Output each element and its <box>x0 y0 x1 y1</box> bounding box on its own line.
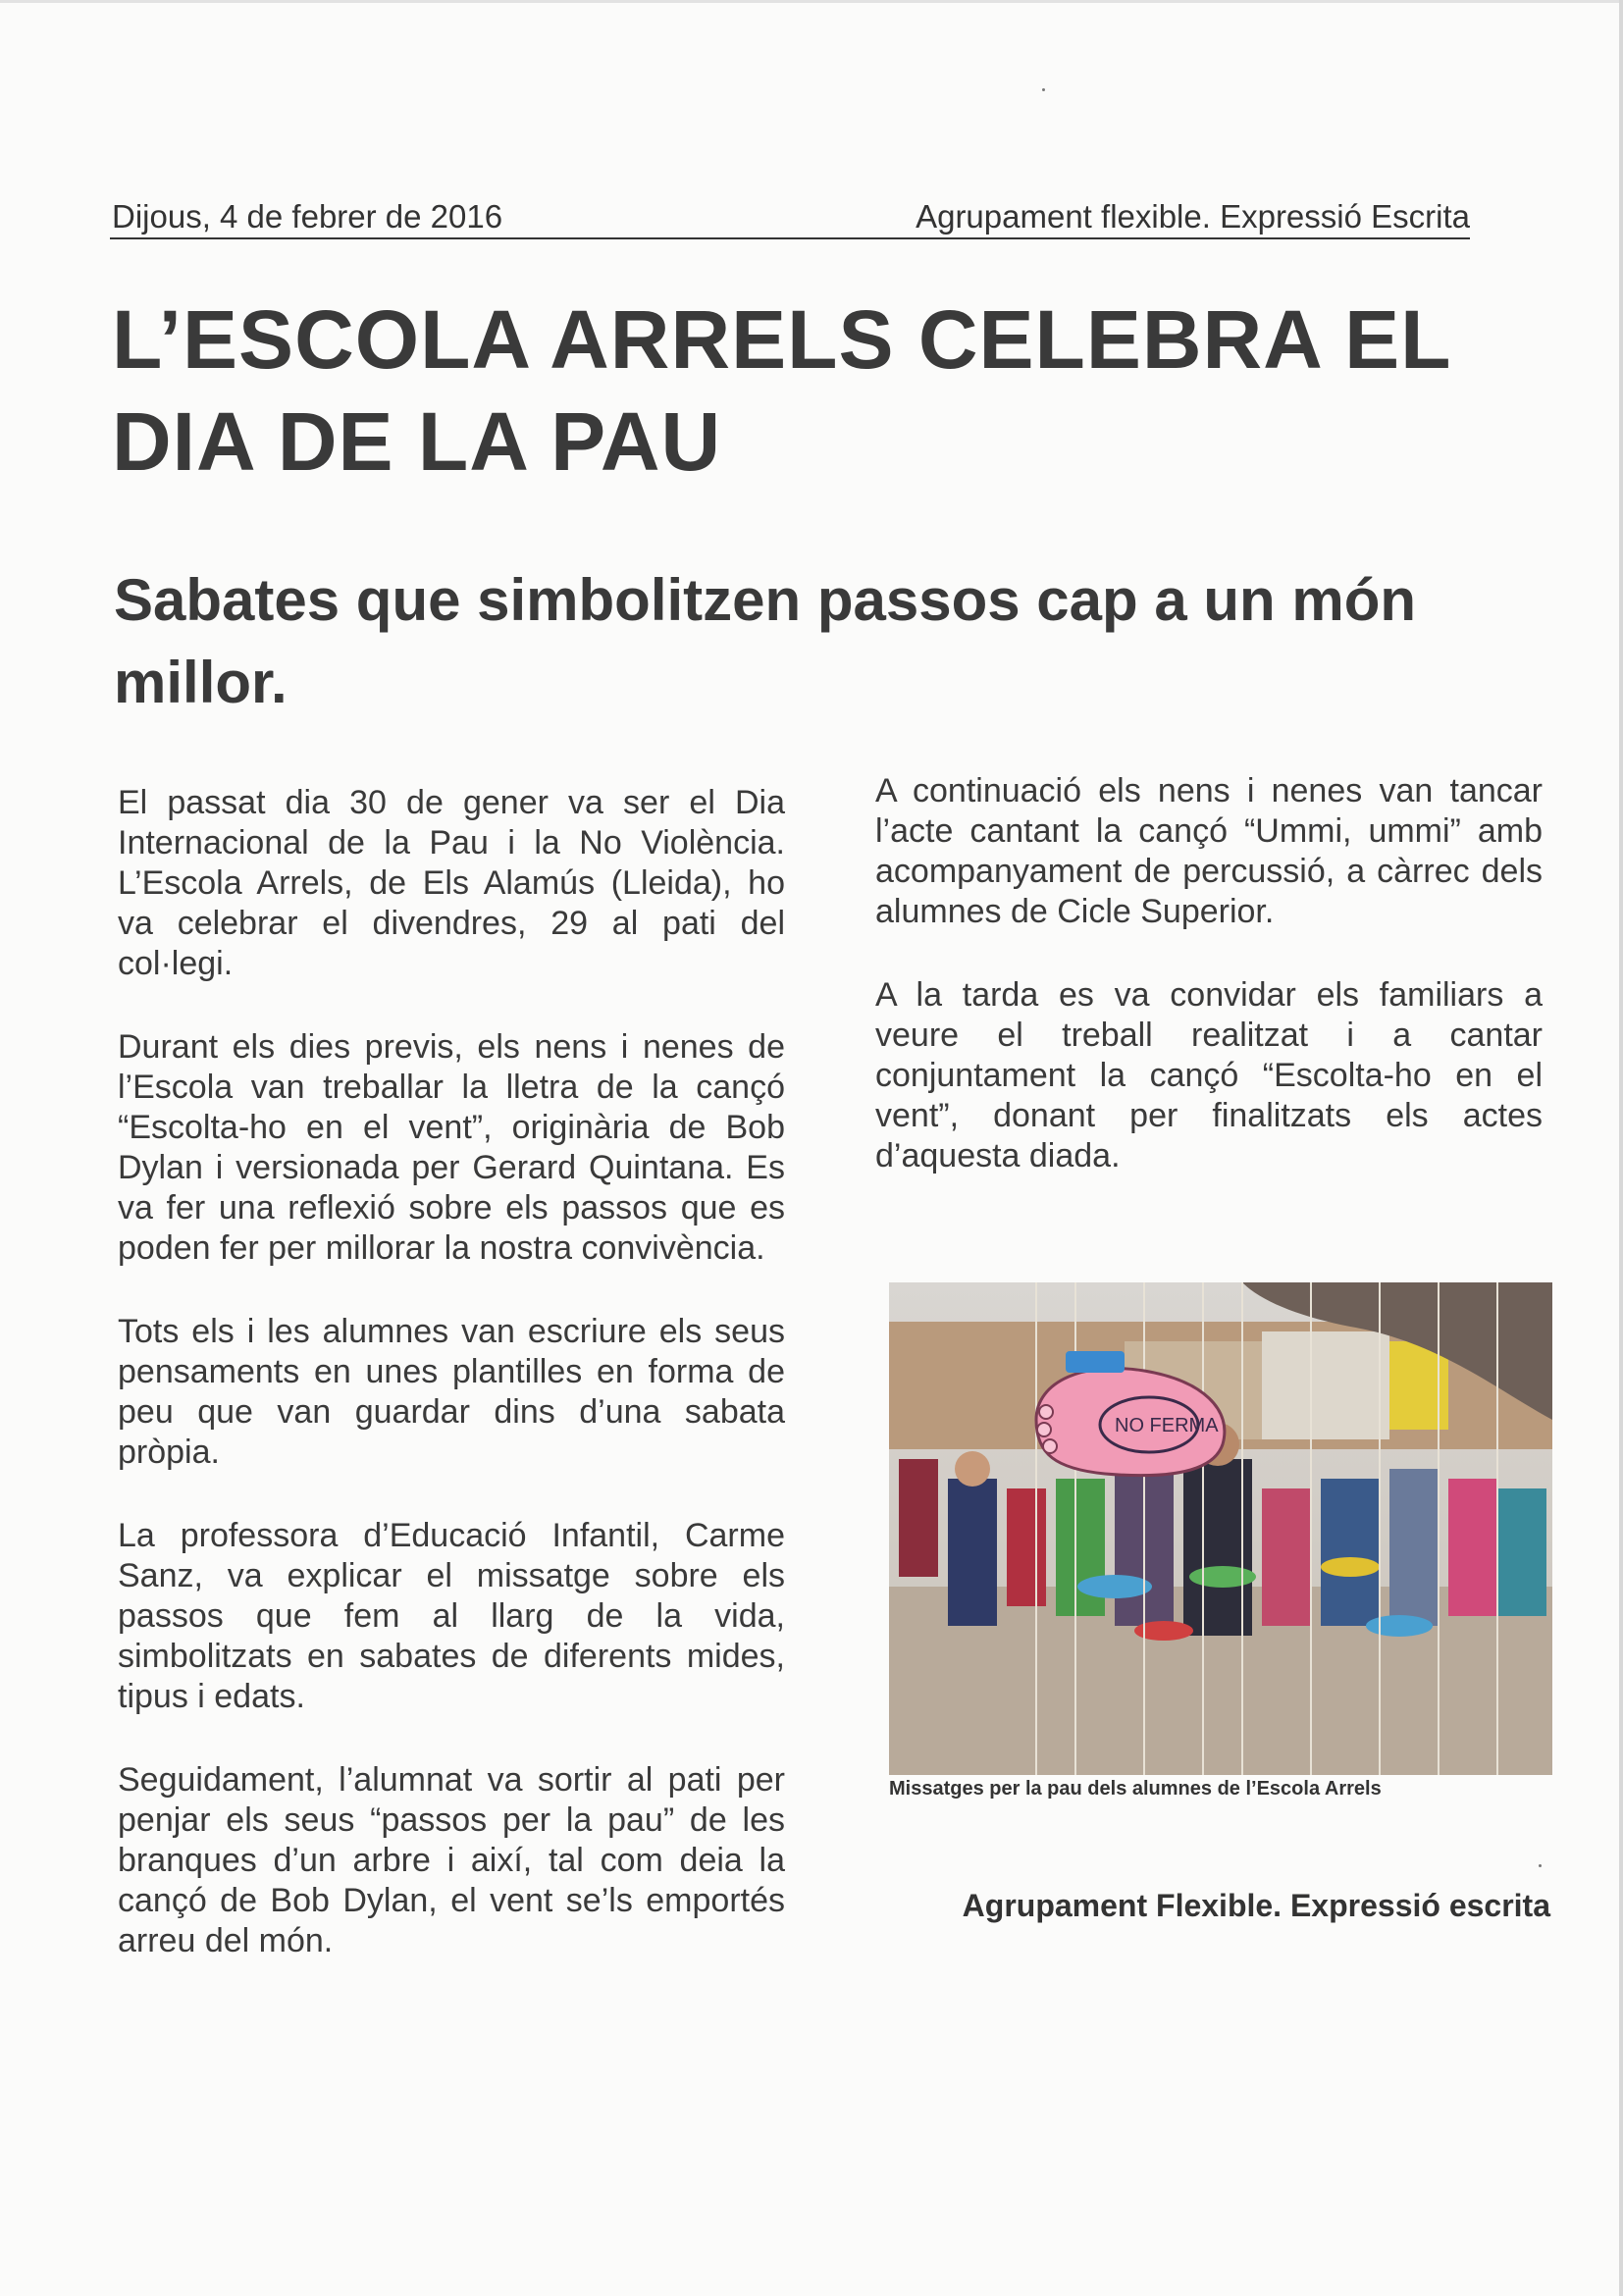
left-column <box>118 783 785 2005</box>
paragraph: La professora d’Educació Infantil, Carme Sanz, va explicar el missatge sobre els passos que fem al llarg de la vida, simbolitzats en sabates de diferents mides, tipus i edats. <box>118 1517 785 1715</box>
photo-sign-text: NO FERMA <box>1115 1415 1219 1436</box>
scan-speck <box>1539 1864 1542 1867</box>
article-photo <box>889 1282 1552 1775</box>
header-date: Dijous, 4 de febrer de 2016 <box>112 198 503 235</box>
page-header <box>110 192 1470 239</box>
header-section: Agrupament flexible. Expressió Escrita <box>916 198 1470 235</box>
paragraph: A la tarda es va convidar els familiars a veure el treball realitzat i a cantar conjuntament la cançó “Escolta-ho en el vent”, donant per finalitzats els actes d’aquesta diada. <box>875 976 1543 1174</box>
scan-right-edge <box>1619 0 1623 2296</box>
paragraph: Seguidament, l’alumnat va sortir al pati per penjar els seus “passos per la pau” de les branques d’un arbre i així, tal com deia la cançó de Bob Dylan, el vent se’ls emportés arreu del món. <box>118 1761 785 1959</box>
paragraph: El passat dia 30 de gener va ser el Dia Internacional de la Pau i la No Violència. L’Escola Arrels, de Els Alamús (Lleida), ho va celebrar el divendres, 29 al pati del col·legi. <box>118 784 785 982</box>
photo-caption: Missatges per la pau dels alumnes de l’Escola Arrels <box>889 1778 1382 1800</box>
right-column <box>875 771 1543 1220</box>
photo-scene <box>889 1282 1552 1775</box>
article-signature: Agrupament Flexible. Expressió escrita <box>962 1888 1550 1923</box>
scan-speck <box>1042 88 1045 91</box>
paragraph: Durant els dies previs, els nens i nenes de l’Escola van treballar la lletra de la cançó “Escolta-ho en el vent”, originària de Bob Dylan i versionada per Gerard Quintana. Es va fer una reflexió sobre els passos que es poden fer per millorar la nostra convivència. <box>118 1028 785 1267</box>
paragraph: Tots els i les alumnes van escriure els seus pensaments en unes plantilles en forma de peu que van guardar dins d’una sabata pròpia. <box>118 1313 785 1471</box>
article-title: L’ESCOLA ARRELS CELEBRA EL DIA DE LA PAU <box>112 293 1450 488</box>
scan-top-edge <box>0 0 1623 3</box>
photo-building <box>1262 1331 1389 1439</box>
paragraph: A continuació els nens i nenes van tancar l’acte cantant la cançó “Ummi, ummi” amb acompanyament de percussió, a càrrec dels alumnes de Cicle Superior. <box>875 772 1543 930</box>
photo-clothespin <box>1066 1351 1125 1373</box>
article-subtitle: Sabates que simbolitzen passos cap a un món millor. <box>114 567 1417 715</box>
